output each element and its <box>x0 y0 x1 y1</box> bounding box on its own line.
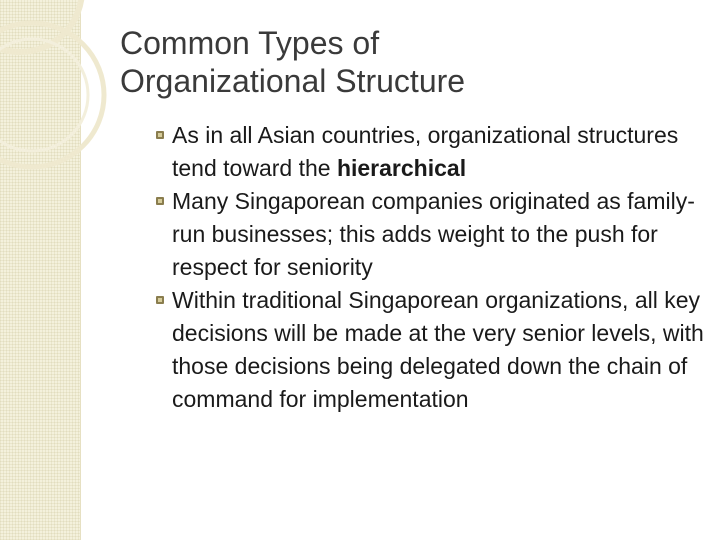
bullet-bold-term: hierarchical <box>336 155 467 181</box>
bullet-text: Within traditional Singaporean organizations, all key decisions will be made at the very senior levels, with those decisions being delegated down the chain of command for implementation <box>172 287 704 412</box>
bullet-item-1 <box>156 119 706 185</box>
bullet-text: Many Singaporean companies originated as family-run businesses; this adds weight to the push for respect for seniority <box>172 188 695 280</box>
slide-title <box>120 24 680 100</box>
bullet-text: As in all Asian countries, organizational structures tend toward the <box>172 122 679 181</box>
bullet-item-2 <box>156 185 706 284</box>
bullet-item-3 <box>156 284 706 416</box>
square-bullet-icon <box>156 296 164 304</box>
title-line-2: Organizational Structure <box>120 63 466 99</box>
square-bullet-icon <box>156 131 164 139</box>
title-line-1: Common Types of <box>120 25 380 61</box>
bullet-list <box>156 119 706 416</box>
square-bullet-icon <box>156 197 164 205</box>
